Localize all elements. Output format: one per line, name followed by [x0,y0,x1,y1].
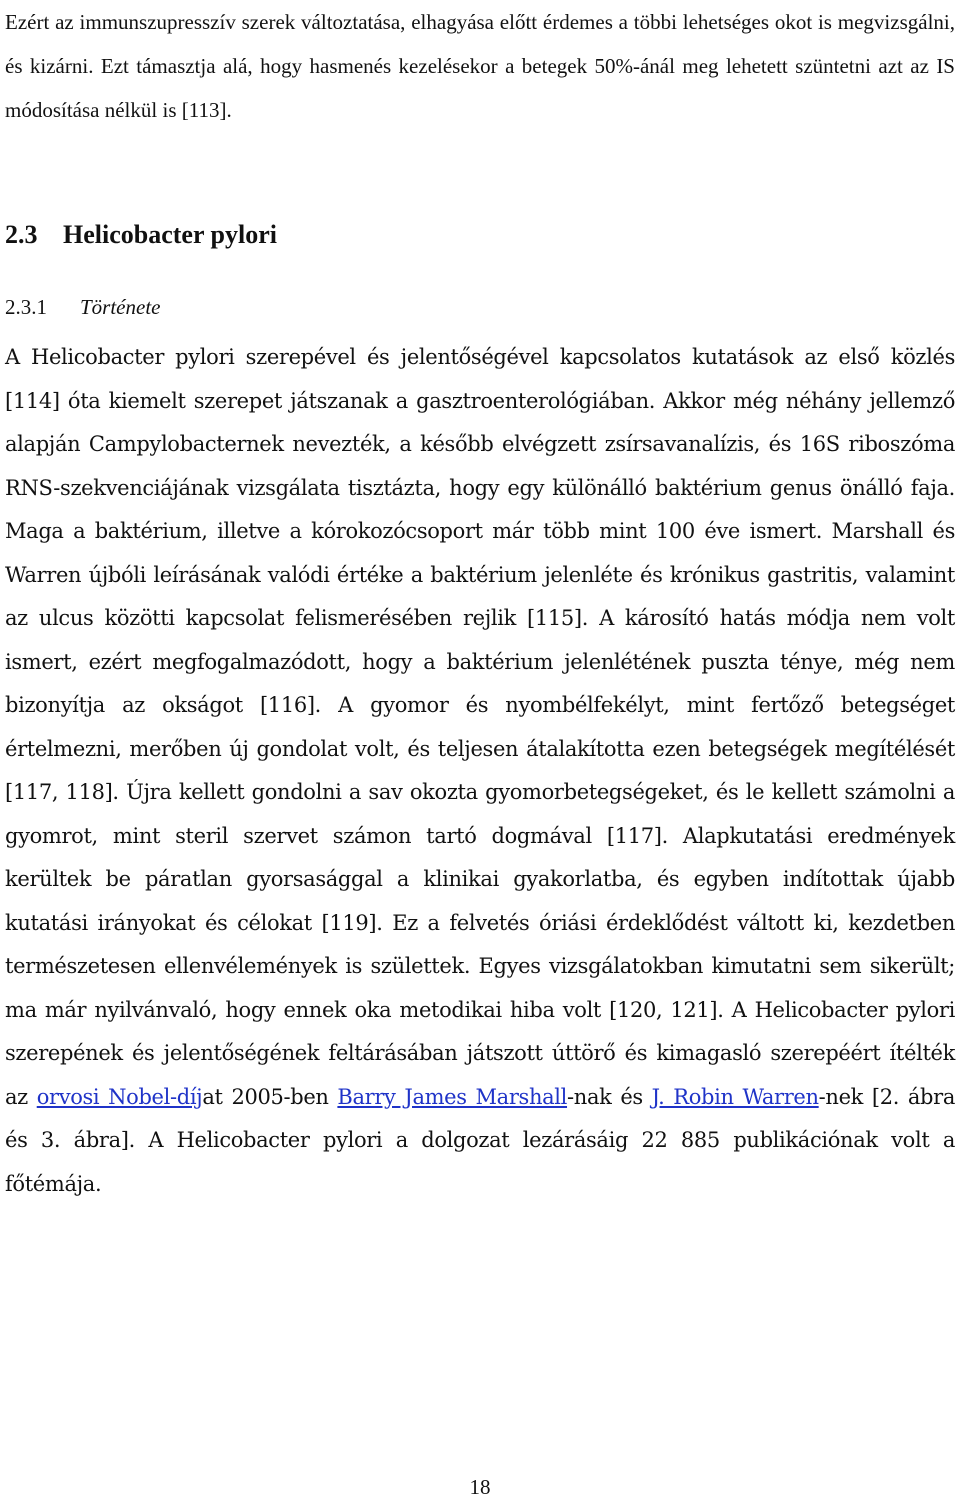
warren-link[interactable]: J. Robin Warren [651,1084,819,1109]
main-text-part2: at 2005-ben [202,1084,338,1109]
main-text-part3: -nak és [567,1084,652,1109]
intro-paragraph: Ezért az immunszupresszív szerek változtatása, elhagyása előtt érdemes a többi lehetséges okot is megvizsgálni, és kizárni. Ezt támasztja alá, hogy hasmenés kezelésekor a betegek 50%-ánál meg lehetett szüntetni azt az IS módosítása nélkül is [113]. [5,10,955,122]
main-text-part4: -nek [2. ábra és 3. ábra]. A Helicobacter pylori a dolgozat lezárásáig 22 885 publikációnak volt a főtémája. [5,1084,955,1196]
nobel-prize-link[interactable]: orvosi Nobel-díj [36,1084,203,1109]
section-title: Helicobacter pylori [63,220,277,249]
page-number: 18 [469,1475,491,1499]
section-heading [5,213,277,257]
subsection-heading [5,287,160,327]
main-paragraph [5,336,955,1206]
subsection-number: 2.3.1 [5,295,47,319]
subsection-title: Története [80,295,161,319]
section-number: 2.3 [5,220,38,249]
main-text-part1: A Helicobacter pylori szerepével és jelentőségével kapcsolatos kutatások az első közlés [114] óta kiemelt szerepet játszanak a gasztroenterológiában. Akkor még néhány jellemző alapján Campylobacternek nevezték, a később elvégzett zsírsavanalízis, és 16S riboszóma RNS-szekvenciájának vizsgálata tisztázta, hogy egy különálló baktérium genus önálló faja. Maga a baktérium, illetve a kórokozócsoport már több mint 100 éve ismert. Marshall és Warren újbóli leírásának valódi értéke a baktérium jelenléte és krónikus gastritis, valamint az ulcus közötti kapcsolat felismerésében rejlik [115]. A károsító hatás módja nem volt ismert, ezért megfogalmazódott, hogy a baktérium jelenlétének puszta ténye, még nem bizonyítja az okságot [116]. A gyomor és nyombélfekélyt, mint fertőző betegséget értelmezni, merőben új gondolat volt, és teljesen átalakította ezen betegségek megítélését [117, 118]. Újra kellett gondolni a sav okozta gyomorbetegségeket, és le kellett számolni a gyomrot, mint steril szervet számon tartó dogmával [117]. Alapkutatási eredmények kerültek be páratlan gyorsasággal a klinikai gyakorlatba, és egyben indítottak újabb kutatási irányokat és célokat [119]. Ez a felvetés óriási érdeklődést váltott ki, kezdetben természetesen ellenvélemények is születtek. Egyes vizsgálatokban kimutatni sem sikerült; ma már nyilvánvaló, hogy ennek oka metodikai hiba volt [120, 121]. A Helicobacter pylori szerepének és jelentőségének feltárásában játszott úttörő és kimagasló szerepéért ítélték az [5,345,955,1109]
marshall-link[interactable]: Barry James Marshall [337,1084,568,1109]
